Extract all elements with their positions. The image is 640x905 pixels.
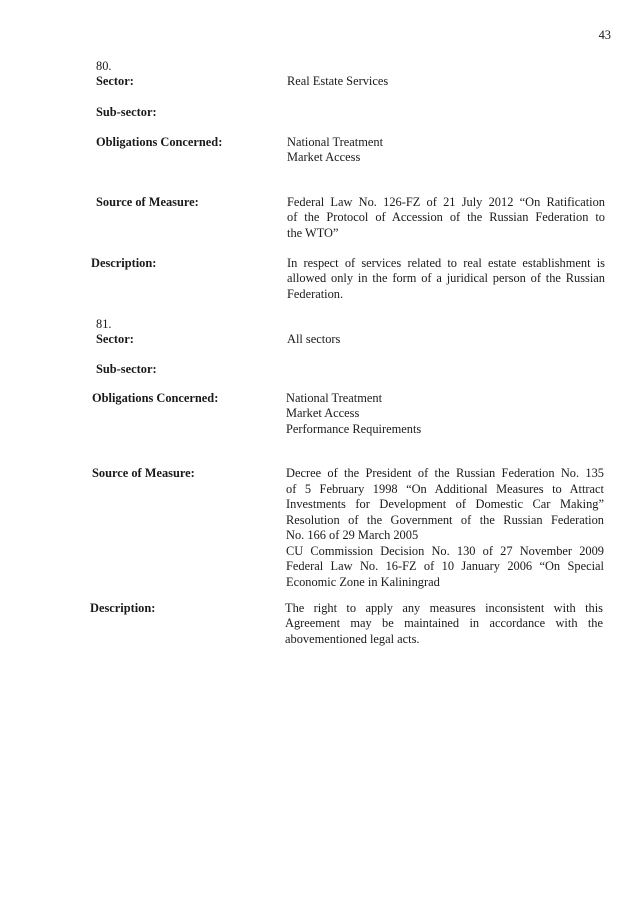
description-text [287,256,605,302]
source-line: the WTO” [287,225,339,240]
obligation-item: National Treatment [286,391,383,405]
subsector-label: Sub-sector: [96,362,157,376]
sector-value-text: Real Estate Services [287,74,389,88]
entry-number: 80. [96,59,112,73]
description-label: Description: [91,256,157,270]
obligations-label: Obligations Concerned: [96,135,223,149]
description-label: Description: [90,601,156,615]
obligations-label: Obligations Concerned: [92,391,219,405]
source-line: of 5 February 1998 “On Additional Measures to Attract [286,481,604,496]
description-line: allowed only in the form of a juridical person of the Russian [287,271,605,286]
entry-number: 81. [96,317,112,331]
source-line: No. 166 of 29 March 2005 [286,528,419,542]
description-line: abovementioned legal acts. [285,631,420,646]
obligation-item: National Treatment [287,135,384,149]
subsector-label: Sub-sector: [96,105,157,119]
page-number: 43 [598,28,611,42]
source-line: Decree of the President of the Russian Federation No. 135 [286,466,604,480]
description-line: In respect of services related to real estate establishment is [287,256,605,270]
source-text [287,195,605,241]
sector-label: Sector: [96,74,134,88]
source-line: Economic Zone in Kaliningrad [286,574,440,589]
description-line: Federation. [287,286,344,301]
source-line: Investments for Development of Domestic Car Making” [286,497,604,511]
source-label: Source of Measure: [96,195,199,209]
obligation-item: Market Access [287,150,361,165]
sector-value-text: All sectors [287,332,341,346]
sector-label: Sector: [96,332,134,346]
source-label: Source of Measure: [92,466,195,480]
description-text [285,601,603,647]
source-line: Federal Law No. 16-FZ of 10 January 2006 “On Special [286,559,604,573]
source-line: CU Commission Decision No. 130 of 27 November 2009 [286,543,604,558]
obligations-list [287,135,605,166]
source-line: of the Protocol of Accession of the Russian Federation to [287,210,605,225]
obligations-list [286,391,604,437]
obligation-item: Performance Requirements [286,421,422,436]
obligation-item: Market Access [286,406,360,421]
source-line: Resolution of the Government of the Russian Federation [286,512,604,527]
source-line: Federal Law No. 126-FZ of 21 July 2012 “On Ratification [287,195,605,209]
description-line: The right to apply any measures inconsistent with this [285,601,603,615]
description-line: Agreement may be maintained in accordance with the [285,616,603,631]
source-text [286,466,604,590]
sector-value [287,74,605,89]
sector-value [287,332,605,347]
